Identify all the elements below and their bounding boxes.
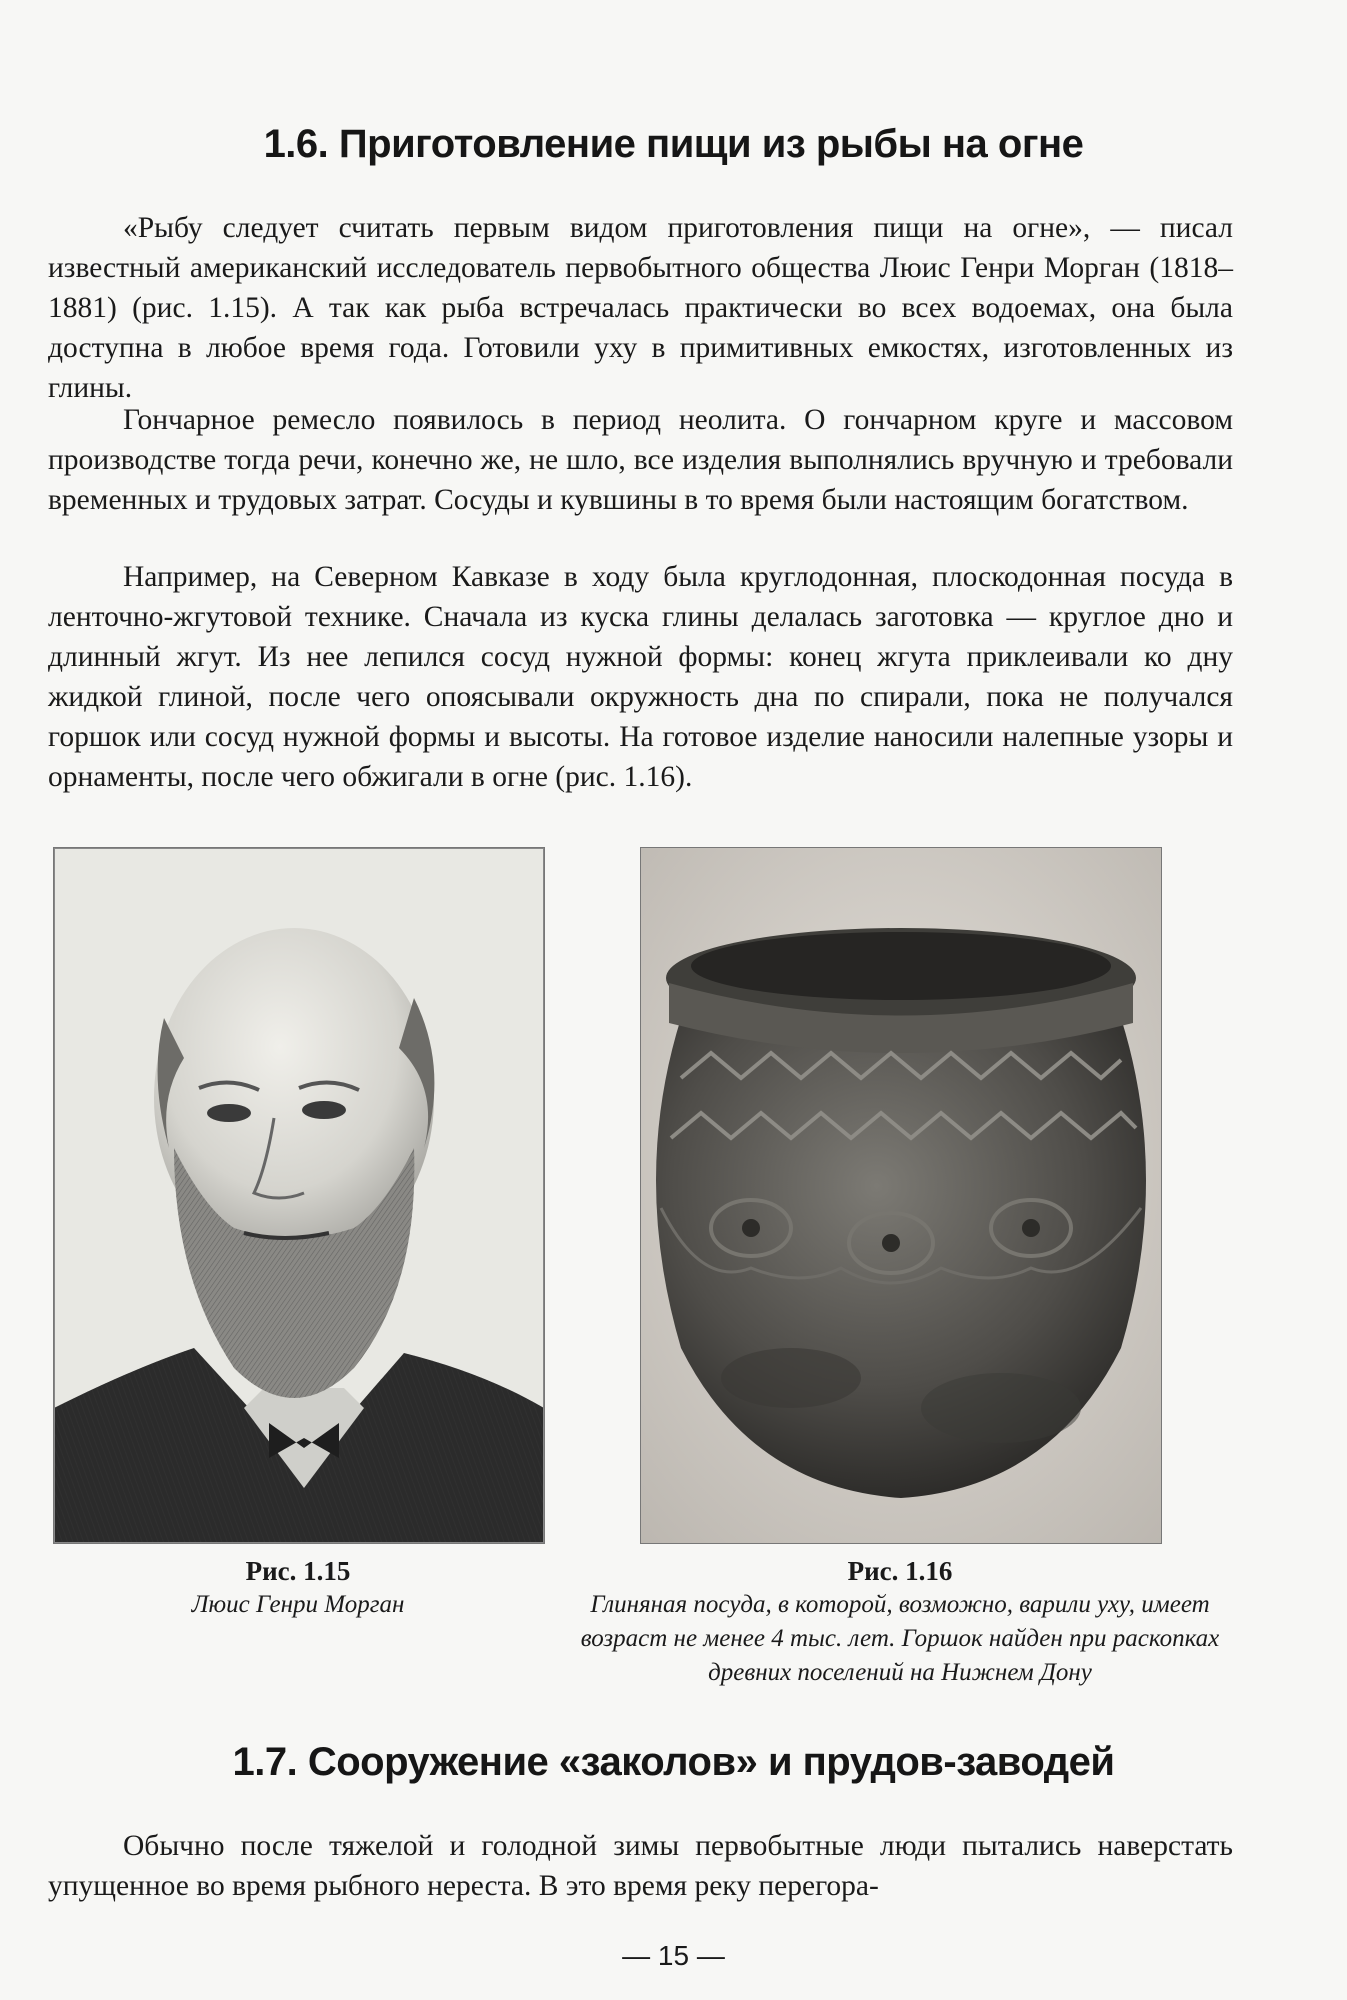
figure-caption-1-16 — [560, 1554, 1240, 1690]
paragraph-fish-spawning: Обычно после тяжелой и голодной зимы первобытные люди пытались наверстать упущенное во время рыбного нереста. В это время реку перегора- — [48, 1830, 1233, 1902]
figure-number: Рис. 1.16 — [847, 1556, 953, 1586]
paragraph-caucasus-technique: Например, на Северном Кавказе в ходу была круглодонная, плоскодонная посуда в ленточно-жгутовой технике. Сначала из куска глины делалась заготовка — круглое дно и длинный жгут. Из нее лепился сосуд нужной формы: конец жгута приклеивали ко дну жидкой глиной, после чего опоясывали окружность дна по спирали, пока не получался горшок или сосуд нужной формы и высоты. На готовое изделие наносили налепные узоры и орнаменты, после чего обжигали в огне (рис. 1.16). — [48, 561, 1233, 793]
section-title-1-7: 1.7. Сооружение «заколов» и прудов-заводей — [232, 1740, 1115, 1784]
figure-number: Рис. 1.15 — [245, 1556, 351, 1586]
page-number: — 15 — — [622, 1940, 725, 1971]
morgan-portrait-image — [53, 847, 545, 1544]
paragraph-pottery-neolithic: Гончарное ремесло появилось в период неолита. О гончарном круге и массовом производстве тогда речи, конечно же, не шло, все изделия выполнялись вручную и требовали временных и трудовых затрат. Сосуды и кувшины в то время были настоящим богатством. — [48, 404, 1233, 516]
figure-caption-text: Глиняная посуда, в которой, возможно, варили уху, имеет возраст не менее 4 тыс. лет. Горшок найден при раскопках древних поселений на Нижнем Дону — [580, 1591, 1220, 1686]
figure-caption-text: Люис Генри Морган — [191, 1591, 405, 1618]
figure-caption-1-15 — [53, 1554, 543, 1622]
paragraph-morgan-quote: «Рыбу следует считать первым видом приготовления пищи на огне», — писал известный американский исследователь первобытного общества Люис Генри Морган (1818–1881) (рис. 1.15). А так как рыба встречалась практически во всех водоемах, она была доступна в любое время года. Готовили уху в примитивных емкостях, изготовленных из глины. — [48, 212, 1233, 404]
clay-pot-photo — [640, 847, 1162, 1544]
section-title-1-6: 1.6. Приготовление пищи из рыбы на огне — [263, 122, 1084, 166]
